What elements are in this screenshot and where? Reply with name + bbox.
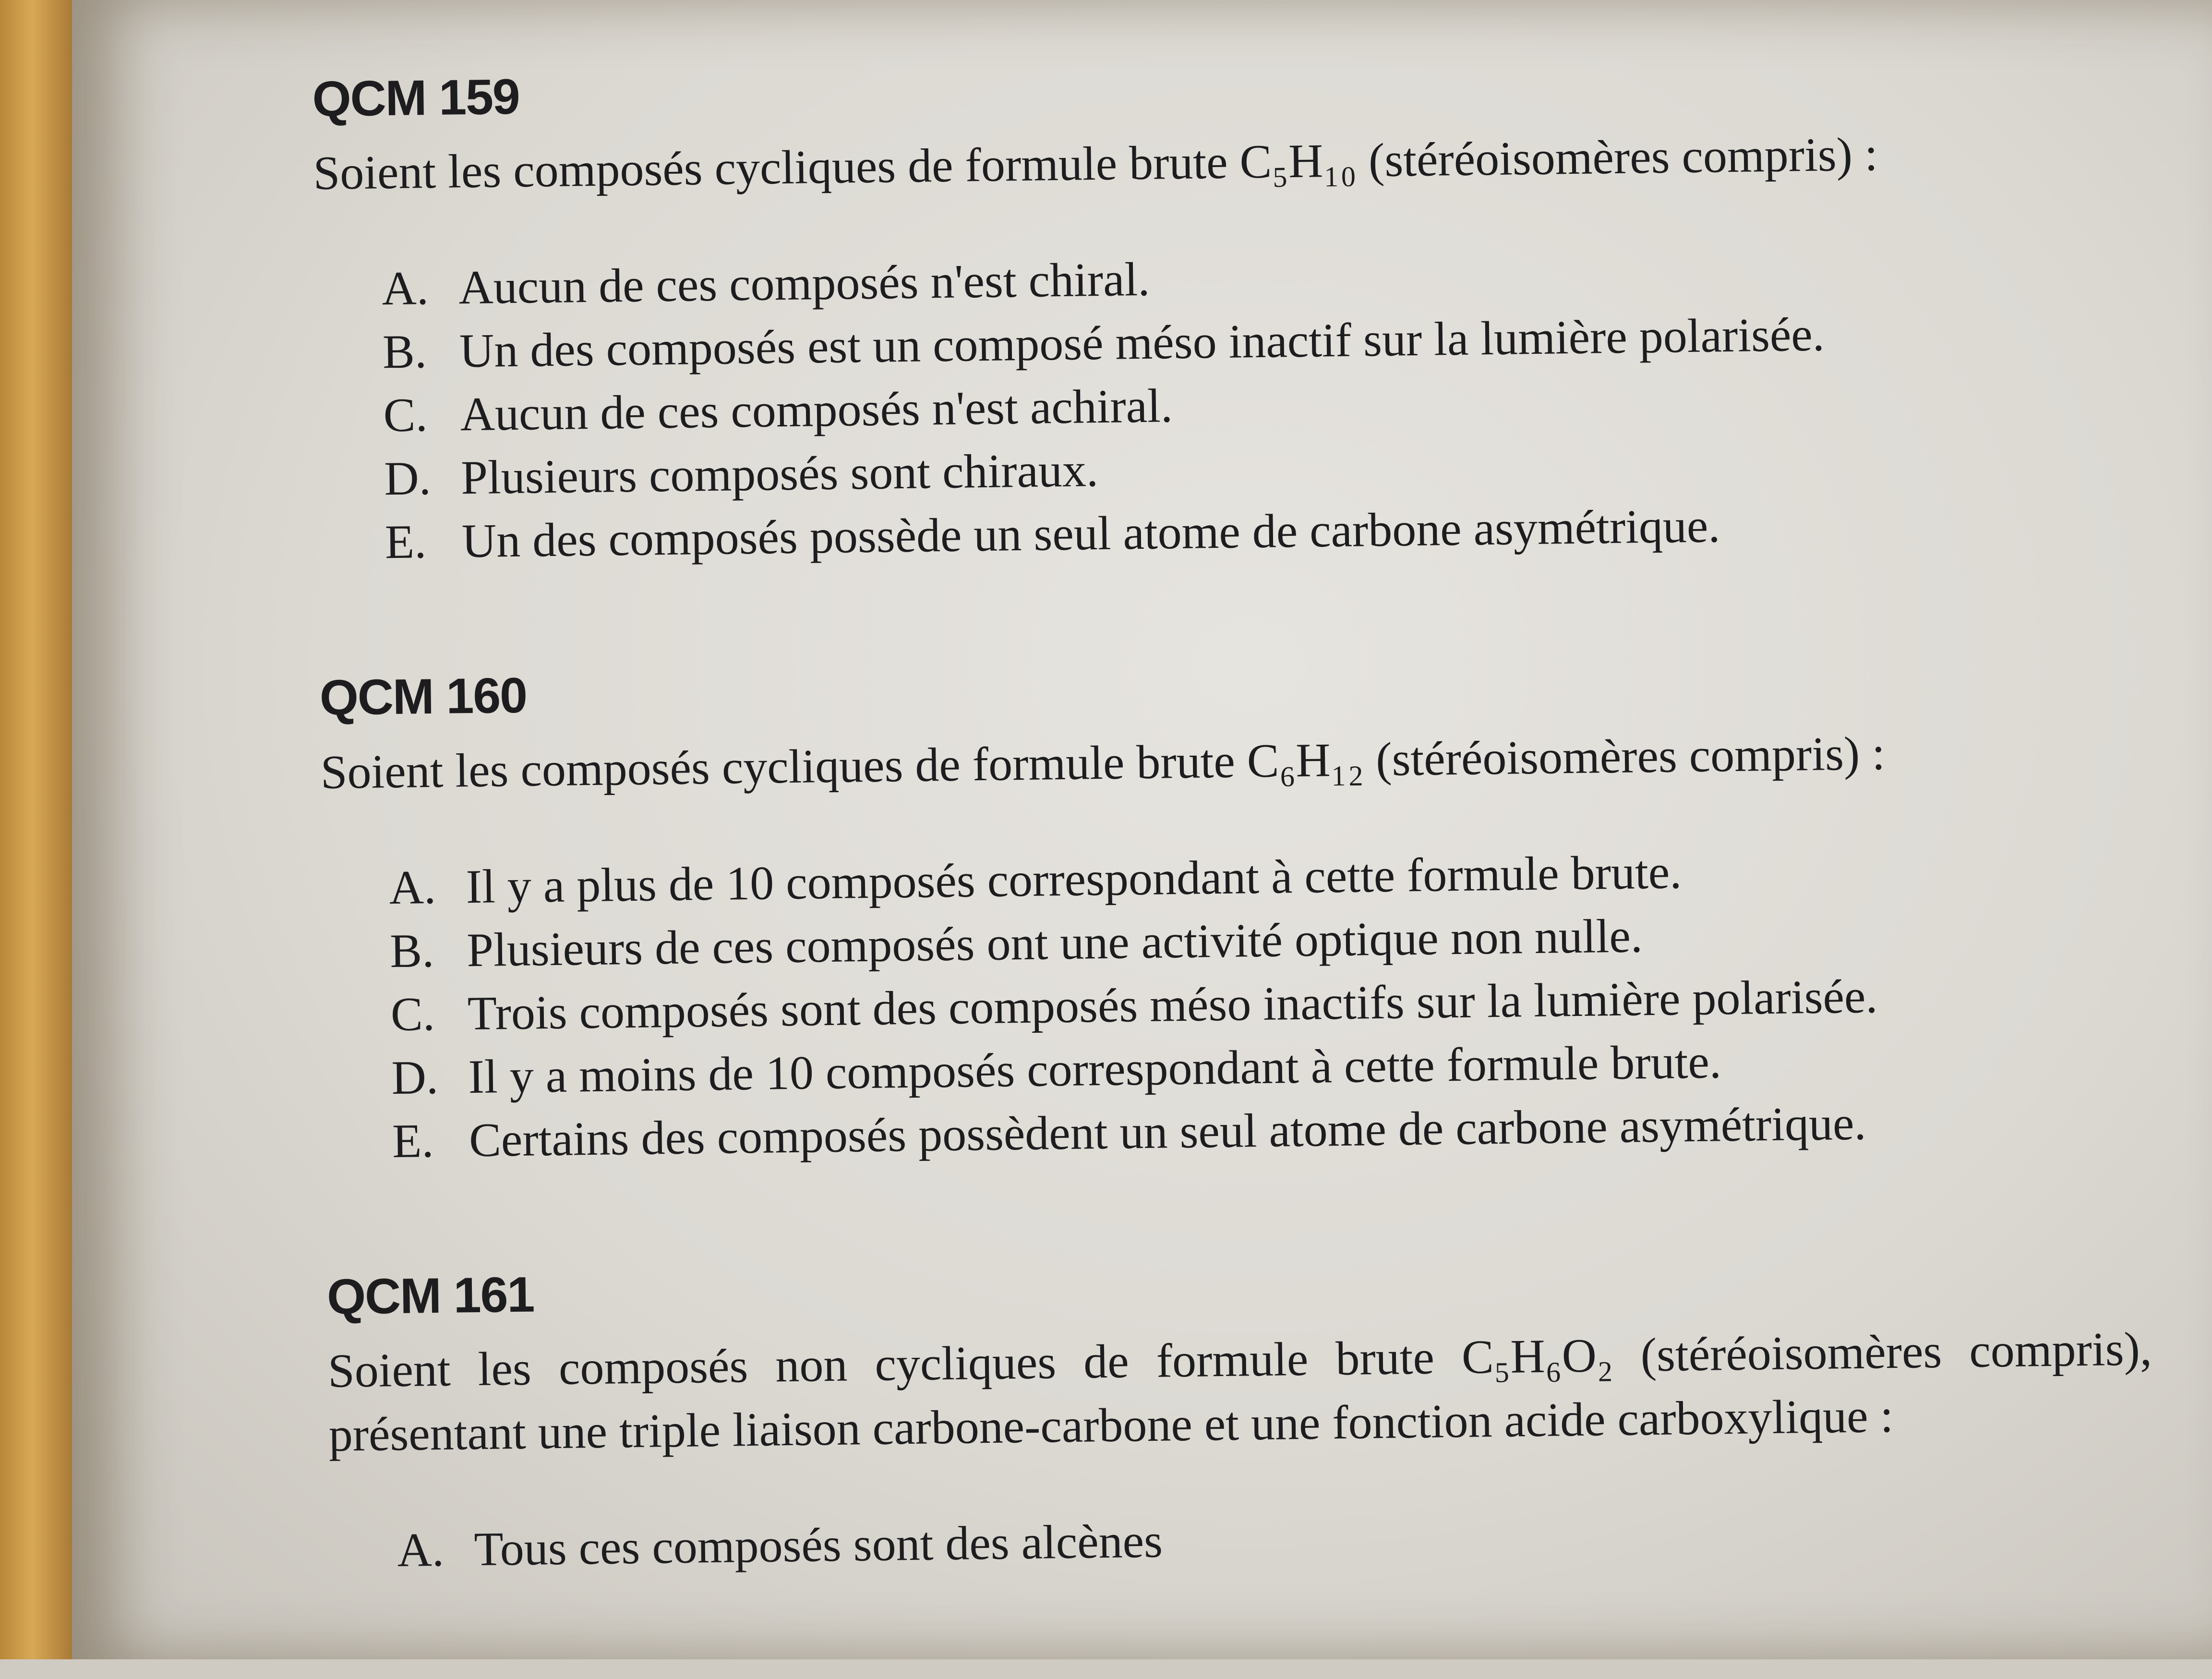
answer-option-a — [397, 1498, 2154, 1582]
question-stem: Soient les composés cycliques de formule brute C₅H₁₀ (stéréoisomères compris) : — [313, 127, 1878, 200]
option-text: Trois composés sont des composés méso inactifs sur la lumière polarisée. — [467, 969, 1878, 1040]
option-letter: D. — [384, 451, 432, 506]
option-text: Tous ces composés sont des alcènes — [473, 1514, 1163, 1576]
question-stem: Soient les composés cycliques de formule brute C₆H₁₂ (stéréoisomères compris) : — [320, 726, 1886, 799]
page-content — [312, 50, 2156, 1679]
option-letter: A. — [389, 860, 436, 914]
option-letter: A. — [397, 1523, 445, 1577]
option-letter: D. — [391, 1050, 439, 1104]
question-title: QCM 160 — [319, 668, 527, 726]
option-text: Aucun de ces composés n'est achiral. — [460, 379, 1173, 441]
question-title: QCM 159 — [312, 69, 520, 127]
book-page — [72, 0, 2212, 1659]
option-text: Un des composés est un composé méso inactif sur la lumière polarisée. — [459, 307, 1825, 378]
option-text: Plusieurs composés sont chiraux. — [460, 443, 1099, 505]
question-qcm-159 — [312, 50, 2142, 575]
option-text: Il y a plus de 10 composés correspondant à cette formule brute. — [466, 845, 1682, 913]
book-spine — [0, 0, 72, 1659]
option-text: Aucun de ces composés n'est chiral. — [458, 253, 1150, 314]
option-letter: E. — [385, 515, 427, 569]
option-text: Il y a moins de 10 composés correspondant à cette formule brute. — [468, 1035, 1722, 1103]
question-title: QCM 161 — [326, 1267, 534, 1325]
option-text: Plusieurs de ces composés ont une activité optique non nulle. — [466, 909, 1643, 977]
option-letter: E. — [392, 1113, 434, 1168]
answer-options — [314, 236, 2142, 575]
answer-options — [322, 834, 2150, 1173]
option-letter: B. — [389, 923, 434, 978]
question-qcm-161 — [326, 1247, 2154, 1583]
option-letter: C. — [383, 388, 428, 442]
option-text: Un des composés possède un seul atome de carbone asymétrique. — [461, 499, 1720, 568]
option-letter: A. — [381, 261, 429, 315]
answer-options — [330, 1498, 2154, 1583]
option-text: Certains des composés possèdent un seul atome de carbone asymétrique. — [469, 1096, 1866, 1167]
question-stem: Soient les composés non cycliques de formule brute C₅H₆O₂ (stéréoisomères compris), présentant une triple liaison carbone-carbone et une fonction acide carboxylique : — [327, 1322, 2152, 1462]
question-qcm-160 — [319, 649, 2150, 1174]
option-letter: C. — [390, 987, 435, 1041]
option-letter: B. — [382, 325, 427, 379]
